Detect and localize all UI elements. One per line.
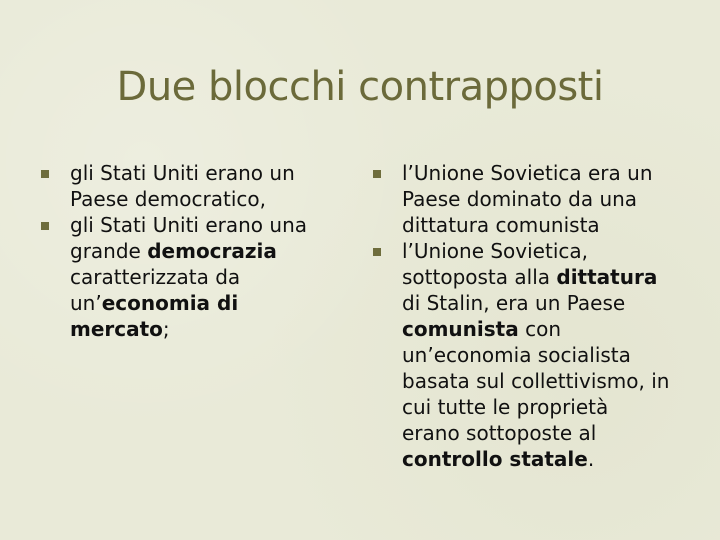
right-column — [372, 160, 672, 472]
right-bullet-list — [372, 160, 672, 472]
bold-term: comunista — [402, 317, 519, 341]
bold-term: democrazia — [147, 239, 277, 263]
text-run: l’Unione Sovietica era un Paese dominato da una dittatura comunista — [402, 161, 653, 237]
left-bullet-list — [40, 160, 330, 342]
bullet-text — [402, 239, 669, 471]
bold-term: economia di mercato — [70, 291, 239, 341]
text-run: . — [587, 447, 595, 471]
left-column — [40, 160, 330, 342]
text-run: con un’economia socialista basata sul collettivismo, in cui tutte le proprietà erano sottoposte al — [402, 317, 670, 445]
bullet-text — [70, 213, 307, 341]
square-bullet-icon — [373, 248, 381, 256]
text-run: gli Stati Uniti erano una grande — [70, 213, 308, 263]
text-run: caratterizzata da un’ — [70, 265, 241, 315]
bullet-item — [372, 238, 672, 472]
text-run: gli Stati Uniti erano un Paese democratico, — [70, 161, 295, 211]
bold-term: controllo statale — [402, 447, 588, 471]
bullet-text — [70, 161, 295, 211]
text-run: l’Unione Sovietica, sottoposta alla — [402, 239, 588, 289]
text-run: di Stalin, era un Paese — [402, 291, 626, 315]
bullet-text — [402, 161, 653, 237]
square-bullet-icon — [41, 222, 49, 230]
bold-term: dittatura — [556, 265, 658, 289]
slide-title: Due blocchi contrapposti — [116, 64, 604, 110]
bullet-item — [372, 160, 672, 238]
text-run: ; — [162, 317, 170, 341]
bullet-item — [40, 212, 330, 342]
square-bullet-icon — [373, 170, 381, 178]
square-bullet-icon — [41, 170, 49, 178]
bullet-item — [40, 160, 330, 212]
